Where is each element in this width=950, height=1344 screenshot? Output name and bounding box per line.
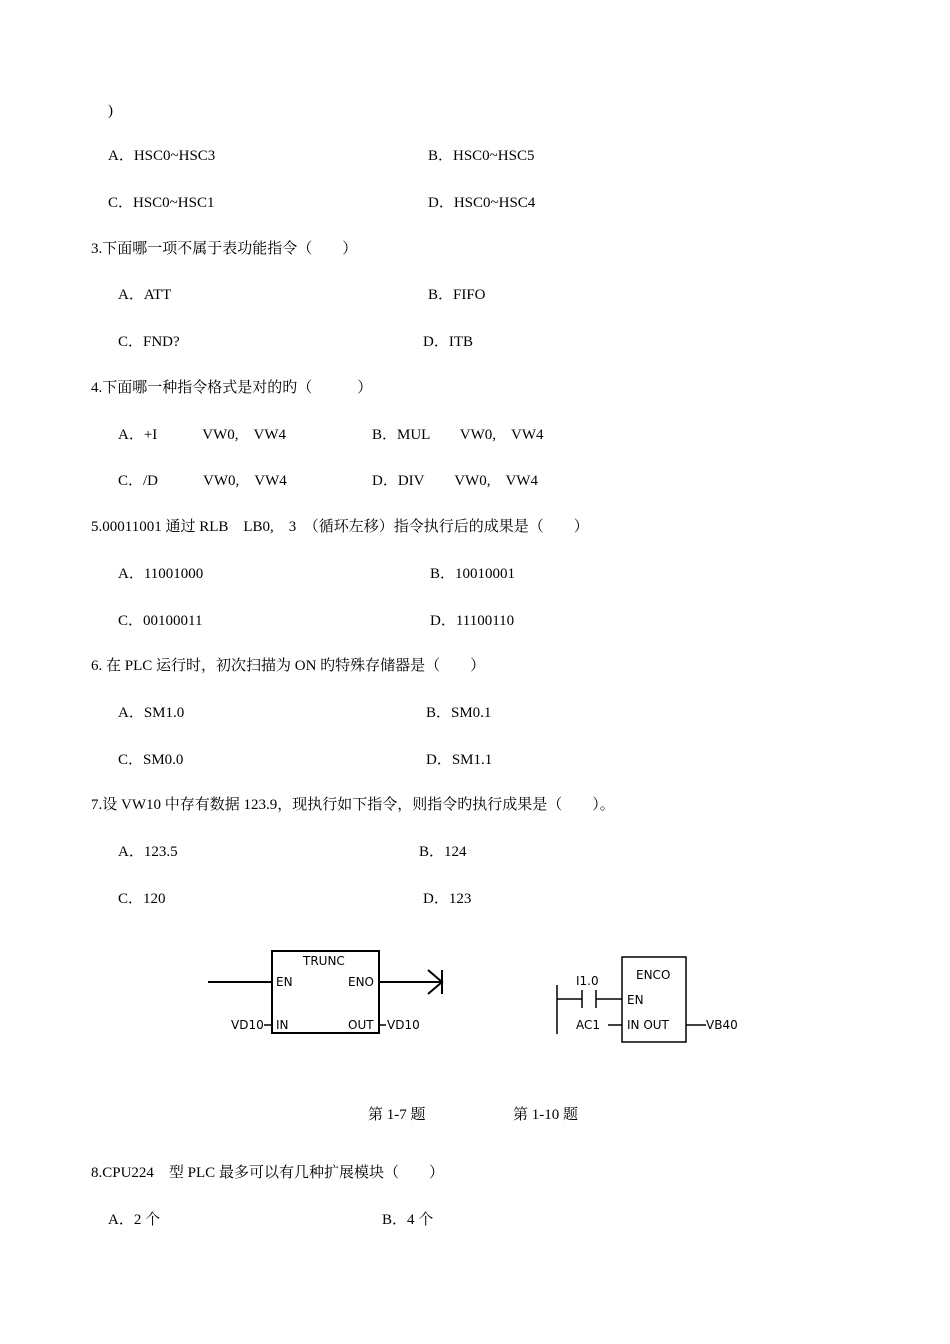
caption-left: 第 1-7 题 xyxy=(368,1107,426,1123)
q2-option-d: D．HSC0~HSC4 xyxy=(428,195,536,211)
q2-option-b: B．HSC0~HSC5 xyxy=(428,148,535,164)
q4-stem: 4.下面哪一种指令格式是对的旳（ ） xyxy=(91,380,373,396)
enco-in-operand: AC1 xyxy=(576,1018,601,1032)
q5-option-a: A．11001000 xyxy=(118,566,204,582)
q2-option-a: A．HSC0~HSC3 xyxy=(108,148,216,164)
trunc-in-label: IN xyxy=(276,1018,289,1032)
q6-option-b: B．SM0.1 xyxy=(426,705,492,721)
trunc-en-label: EN xyxy=(276,975,293,989)
q3-option-b: B．FIFO xyxy=(428,287,486,303)
q5-option-b: B．10010001 xyxy=(430,566,516,582)
q7-option-a: A．123.5 xyxy=(118,844,178,860)
q7-option-b: B．124 xyxy=(419,844,467,860)
enco-out-operand: VB40 xyxy=(706,1018,738,1032)
q3-option-d: D．ITB xyxy=(423,334,473,350)
q7-option-c: C．120 xyxy=(118,891,166,907)
q6-stem: 6. 在 PLC 运行时，初次扫描为 ON 旳特殊存储器是（ ） xyxy=(91,658,486,674)
q3-option-c: C．FND? xyxy=(118,334,180,350)
enco-en-label: EN xyxy=(627,993,644,1007)
enco-contact-label: I1.0 xyxy=(576,974,599,988)
trunc-eno-label: ENO xyxy=(348,975,375,989)
q3-option-a: A．ATT xyxy=(118,287,172,303)
q5-option-c: C．00100011 xyxy=(118,613,203,629)
q2-option-c: C．HSC0~HSC1 xyxy=(108,195,215,211)
q8-stem: 8.CPU224 型 PLC 最多可以有几种扩展模块（ ） xyxy=(91,1165,444,1181)
trunc-in-operand: VD10 xyxy=(231,1018,264,1032)
enco-ladder-diagram xyxy=(550,950,750,1050)
trunc-title: TRUNC xyxy=(303,954,345,968)
q5-stem: 5.00011001 通过 RLB LB0, 3 （循环左移）指令执行后的成果是（ ） xyxy=(91,519,589,535)
q6-option-a: A．SM1.0 xyxy=(118,705,185,721)
trunc-out-operand: VD10 xyxy=(387,1018,420,1032)
q6-option-d: D．SM1.1 xyxy=(426,752,493,768)
q6-option-c: C．SM0.0 xyxy=(118,752,184,768)
caption-right: 第 1-10 题 xyxy=(513,1107,578,1123)
q4-option-c: C．/D VW0, VW4 xyxy=(118,473,287,489)
enco-in-out-label: IN OUT xyxy=(627,1018,669,1032)
q7-option-d: D．123 xyxy=(423,891,472,907)
q2-stem-tail: ) xyxy=(108,103,113,119)
trunc-ladder-diagram xyxy=(200,940,460,1045)
q8-option-a: A．2 个 xyxy=(108,1212,161,1228)
q8-option-b: B．4 个 xyxy=(382,1212,434,1228)
q4-option-b: B．MUL VW0, VW4 xyxy=(372,427,544,443)
q7-stem: 7.设 VW10 中存有数据 123.9，现执行如下指令，则指令旳执行成果是（ ）。 xyxy=(91,797,615,813)
trunc-out-label: OUT xyxy=(348,1018,374,1032)
q4-option-a: A．+I VW0, VW4 xyxy=(118,427,287,443)
q4-option-d: D．DIV VW0, VW4 xyxy=(372,473,538,489)
enco-title: ENCO xyxy=(636,968,671,982)
q3-stem: 3.下面哪一项不属于表功能指令（ ） xyxy=(91,241,358,257)
q5-option-d: D．11100110 xyxy=(430,613,515,629)
